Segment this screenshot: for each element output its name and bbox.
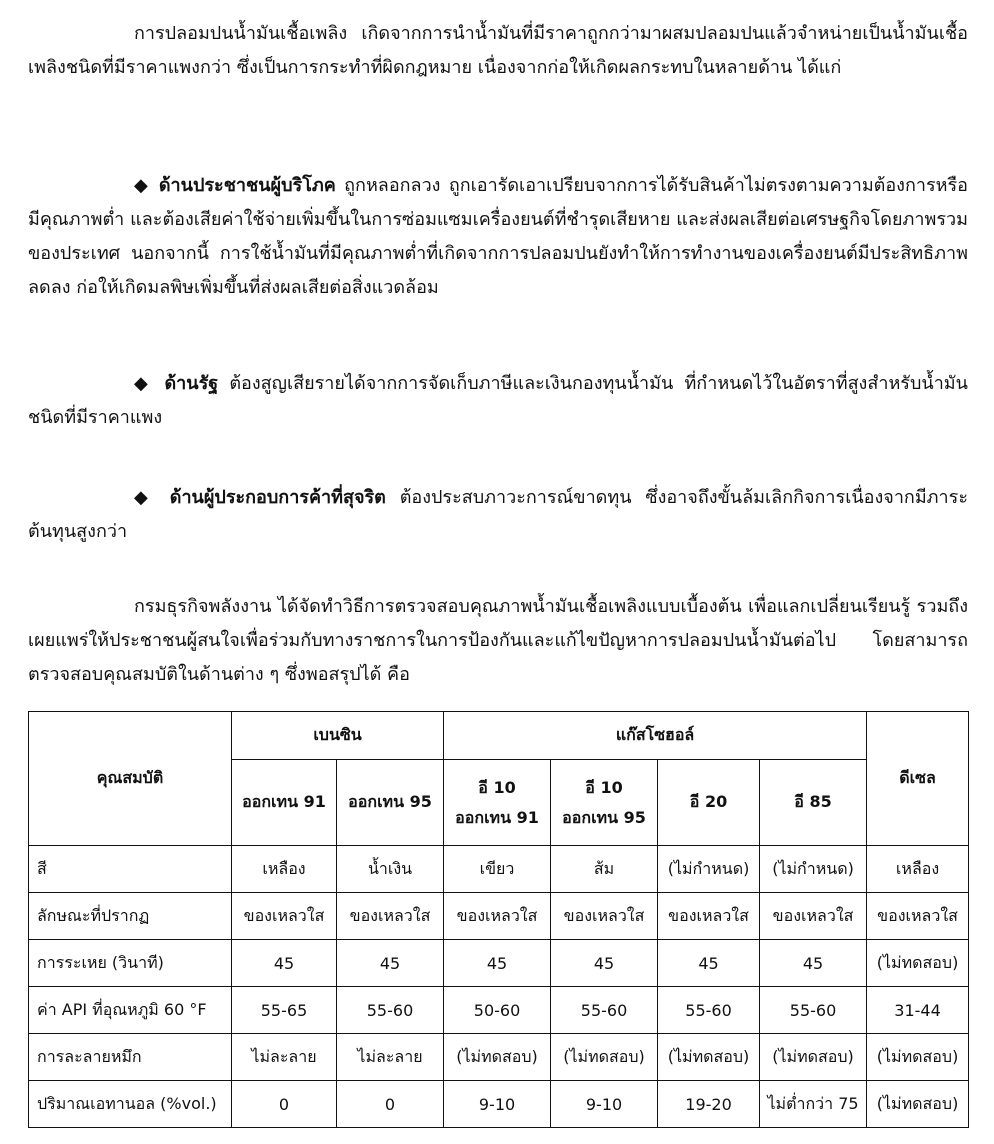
table-cell: 45	[232, 940, 337, 987]
table-cell: 55-60	[658, 987, 760, 1034]
table-cell: ไม่ต่ำกว่า 75	[760, 1081, 867, 1128]
table-cell: ของเหลวใส	[551, 893, 658, 940]
table-cell: 55-60	[337, 987, 444, 1034]
row-property-label: ค่า API ที่อุณหภูมิ 60 °F	[29, 987, 232, 1034]
property-header: คุณสมบัติ	[29, 712, 232, 846]
subheader-e85: อี 85	[760, 760, 867, 846]
table-cell: 45	[658, 940, 760, 987]
table-cell: เหลือง	[232, 846, 337, 893]
table-cell: 50-60	[444, 987, 551, 1034]
row-property-label: ปริมาณเอทานอล (%vol.)	[29, 1081, 232, 1128]
impact-heading: ด้านรัฐ	[164, 373, 219, 394]
impact-text: ต้องสูญเสียรายได้จากการจัดเก็บภาษีและเงินกองทุนน้ำมัน ที่กำหนดไว้ในอัตราที่สูงสำหรับน้ำมันชนิดที่มีราคาแพง	[28, 373, 968, 428]
table-row	[29, 1034, 969, 1081]
fuel-property-table	[28, 711, 969, 1128]
intro-paragraph: การปลอมปนน้ำมันเชื้อเพลิง เกิดจากการนำน้ำมันที่มีราคาถูกกว่ามาผสมปลอมปนแล้วจำหน่ายเป็นน้ำมันเชื้อเพลิงชนิดที่มีราคาแพงกว่า ซึ่งเป็นการกระทำที่ผิดกฎหมาย เนื่องจากก่อให้เกิดผลกระทบในหลายด้าน ได้แก่	[28, 23, 968, 78]
table-cell: (ไม่ทดสอบ)	[551, 1034, 658, 1081]
bullet-diamond-icon: ◆	[134, 373, 154, 394]
subheader-line: ออกเทน 95	[562, 807, 646, 827]
table-cell: 9-10	[551, 1081, 658, 1128]
subheader-e10-91	[444, 760, 551, 846]
impact-text: ต้องประสบภาวะการณ์ขาดทุน ซึ่งอาจถึงขั้นล้มเลิกกิจการเนื่องจากมีภาระต้นทุนสูงกว่า	[28, 487, 968, 542]
table-cell: (ไม่ทดสอบ)	[867, 940, 969, 987]
subheader-e20: อี 20	[658, 760, 760, 846]
table-cell: 55-65	[232, 987, 337, 1034]
impact-text: ถูกหลอกลวง ถูกเอารัดเอาเปรียบจากการได้รับสินค้าไม่ตรงตามความต้องการหรือมีคุณภาพต่ำ และต้องเสียค่าใช้จ่ายเพิ่มขึ้นในการซ่อมแซมเครื่องยนต์ที่ชำรุดเสียหาย และส่งผลเสียต่อเศรษฐกิจโดยภาพรวมของประเทศ นอกจากนี้ การใช้น้ำมันที่มีคุณภาพต่ำที่เกิดจากการปลอมปนยังทำให้การทำงานของเครื่องยนต์มีประสิทธิภาพลดลง ก่อให้เกิดมลพิษเพิ่มขึ้นที่ส่งผลเสียต่อสิ่งแวดล้อม	[28, 175, 968, 298]
table-cell: (ไม่ทดสอบ)	[760, 1034, 867, 1081]
row-property-label: การละลายหมึก	[29, 1034, 232, 1081]
row-property-label: การระเหย (วินาที)	[29, 940, 232, 987]
table-row	[29, 846, 969, 893]
table-header-row	[29, 712, 969, 760]
impact-heading: ด้านประชาชนผู้บริโภค	[158, 175, 336, 196]
table-cell: เขียว	[444, 846, 551, 893]
row-property-label: ลักษณะที่ปรากฏ	[29, 893, 232, 940]
subheader-line: อี 10	[585, 777, 623, 797]
table-cell: 0	[337, 1081, 444, 1128]
gasohol-group-header: แก๊สโซฮอล์	[444, 712, 867, 760]
table-row	[29, 1081, 969, 1128]
subheader-line: ออกเทน 91	[455, 807, 539, 827]
bullet-diamond-icon: ◆	[134, 175, 151, 196]
diesel-header: ดีเซล	[867, 712, 969, 846]
impact-consumer	[28, 169, 968, 305]
table-cell: 9-10	[444, 1081, 551, 1128]
table-cell: ของเหลวใส	[658, 893, 760, 940]
impact-state	[28, 367, 968, 435]
table-cell: 0	[232, 1081, 337, 1128]
row-property-label: สี	[29, 846, 232, 893]
table-cell: (ไม่ทดสอบ)	[444, 1034, 551, 1081]
table-cell: ไม่ละลาย	[337, 1034, 444, 1081]
bullet-diamond-icon: ◆	[134, 487, 156, 508]
table-cell: 45	[760, 940, 867, 987]
subheader-e10-95	[551, 760, 658, 846]
table-cell: 45	[551, 940, 658, 987]
subheader-benzin-91: ออกเทน 91	[232, 760, 337, 846]
table-cell: (ไม่กำหนด)	[760, 846, 867, 893]
table-cell: เหลือง	[867, 846, 969, 893]
subheader-line: อี 10	[478, 777, 516, 797]
table-cell: (ไม่ทดสอบ)	[658, 1034, 760, 1081]
table-cell: (ไม่ทดสอบ)	[867, 1034, 969, 1081]
table-cell: ของเหลวใส	[760, 893, 867, 940]
table-cell: 31-44	[867, 987, 969, 1034]
table-cell: ของเหลวใส	[867, 893, 969, 940]
table-cell: ไม่ละลาย	[232, 1034, 337, 1081]
table-cell: 45	[337, 940, 444, 987]
table-row	[29, 893, 969, 940]
table-cell: (ไม่ทดสอบ)	[867, 1081, 969, 1128]
table-cell: ของเหลวใส	[337, 893, 444, 940]
subheader-benzin-95: ออกเทน 95	[337, 760, 444, 846]
impact-honest-traders	[28, 481, 968, 549]
table-row	[29, 987, 969, 1034]
table-cell: 55-60	[551, 987, 658, 1034]
table-cell: (ไม่กำหนด)	[658, 846, 760, 893]
table-cell: ของเหลวใส	[444, 893, 551, 940]
benzin-group-header: เบนซิน	[232, 712, 444, 760]
table-cell: น้ำเงิน	[337, 846, 444, 893]
table-cell: 19-20	[658, 1081, 760, 1128]
table-row	[29, 940, 969, 987]
table-cell: 55-60	[760, 987, 867, 1034]
table-cell: 45	[444, 940, 551, 987]
table-cell: ส้ม	[551, 846, 658, 893]
table-cell: ของเหลวใส	[232, 893, 337, 940]
impact-heading: ด้านผู้ประกอบการค้าที่สุจริต	[169, 487, 386, 508]
closing-paragraph: กรมธุรกิจพลังงาน ได้จัดทำวิธีการตรวจสอบคุณภาพน้ำมันเชื้อเพลิงแบบเบื้องต้น เพื่อแลกเปลี่ยนเรียนรู้ รวมถึงเผยแพร่ให้ประชาชนผู้สนใจเพื่อร่วมกับทางราชการในการป้องกันและแก้ไขปัญหาการปลอมปนน้ำมันต่อไป โดยสามารถตรวจสอบคุณสมบัติในด้านต่าง ๆ ซึ่งพอสรุปได้ คือ	[28, 596, 968, 685]
